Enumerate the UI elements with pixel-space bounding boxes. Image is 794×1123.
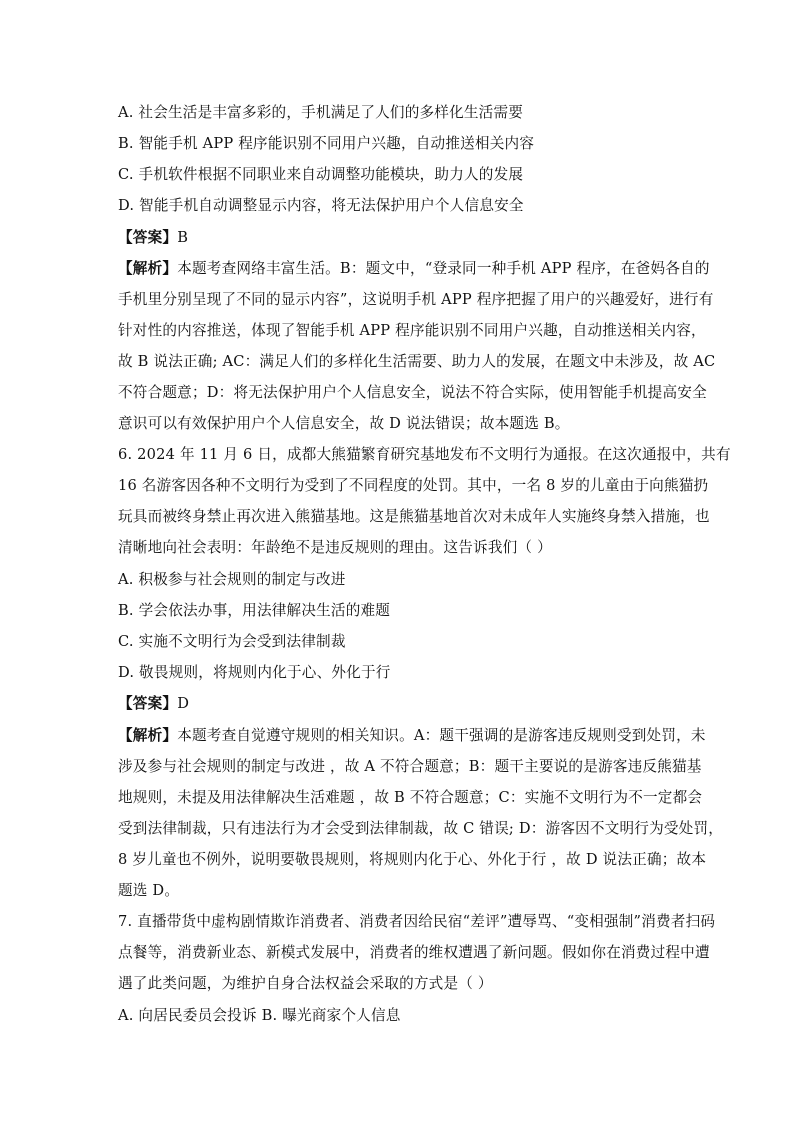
q6-analysis-line-3: 地规则，未提及用法律解决生活难题 ，故 B 不符合题意；C：实施不文明行为不一定都会	[118, 789, 703, 806]
q6-analysis-line-1	[118, 726, 706, 746]
q6-stem-line-1: 6. 2024 年 11 月 6 日，成都大熊猫繁育研究基地发布不文明行为通报。在这次通报中，共有	[118, 446, 731, 463]
q5-analysis-line-4: 故 B 说法正确; AC：满足人们的多样化生活需要、助力人的发展，在题文中未涉及，故 AC	[118, 353, 716, 370]
q5-option-a: A. 社会生活是丰富多彩的，手机满足了人们的多样化生活需要	[118, 104, 524, 121]
q6-stem-line-4: 清晰地向社会表明：年龄绝不是违反规则的理由。这告诉我们（ ）	[118, 539, 552, 556]
q6-answer	[118, 694, 678, 714]
q6-stem-line-2: 16 名游客因各种不文明行为受到了不同程度的处罚。其中，一名 8 岁的儿童由于向熊猫扔	[118, 477, 709, 494]
analysis-label: 【解析】	[118, 260, 178, 277]
q7-stem-line-2: 点餐等，消费新业态、新模式发展中，消费者的维权遭遇了新问题。假如你在消费过程中遭	[118, 944, 710, 961]
q7-option-ab: A. 向居民委员会投诉 B. 曝光商家个人信息	[118, 1007, 401, 1024]
q5-analysis-line-3: 针对性的内容推送，体现了智能手机 APP 程序能识别不同用户兴趣，自动推送相关内容，	[118, 322, 706, 339]
analysis-label: 【解析】	[118, 727, 178, 744]
q5-analysis-line-1	[118, 259, 710, 279]
answer-label: 【答案】	[118, 695, 178, 712]
q6-option-a: A. 积极参与社会规则的制定与改进	[118, 571, 346, 588]
q5-analysis-line-2: 手机里分别呈现了不同的显示内容”，这说明手机 APP 程序把握了用户的兴趣爱好，进行有	[118, 291, 714, 308]
q5-answer	[118, 228, 678, 248]
q6-analysis-line-4: 受到法律制裁，只有违法行为才会受到法律制裁，故 C 错误; D：游客因不文明行为受处罚，	[118, 820, 724, 837]
q5-option-c: C. 手机软件根据不同职业来自动调整功能模块，助力人的发展	[118, 166, 524, 183]
answer-value: D	[177, 695, 190, 712]
q6-stem-line-3: 玩具而被终身禁止再次进入熊猫基地。这是熊猫基地首次对未成年人实施终身禁入措施，也	[118, 508, 710, 525]
analysis-text: 本题考查网络丰富生活。B：题文中，“登录同一种手机 APP 程序，在爸妈各自的	[177, 260, 710, 277]
q7-stem-line-3: 遇了此类问题，为维护自身合法权益会采取的方式是（ ）	[118, 975, 493, 992]
q7-stem-line-1: 7. 直播带货中虚构剧情欺诈消费者、消费者因给民宿“差评”遭辱骂、“变相强制”消费者扫码	[118, 913, 716, 930]
q6-analysis-line-2: 涉及参与社会规则的制定与改进 ，故 A 不符合题意；B：题干主要说的是游客违反熊猫基	[118, 758, 702, 775]
q6-analysis-line-6: 题选 D。	[118, 882, 180, 899]
q5-option-d: D. 智能手机自动调整显示内容，将无法保护用户个人信息安全	[118, 197, 524, 214]
q5-analysis-line-6: 意识可以有效保护用户个人信息安全，故 D 说法错误；故本题选 B。	[118, 415, 570, 432]
q6-analysis-line-5: 8 岁儿童也不例外，说明要敬畏规则，将规则内化于心、外化于行 ，故 D 说法正确；故本	[118, 851, 707, 868]
q6-option-d: D. 敬畏规则，将规则内化于心、外化于行	[118, 664, 391, 681]
analysis-text: 本题考查自觉遵守规则的相关知识。A：题干强调的是游客违反规则受到处罚，未	[177, 727, 706, 744]
q5-option-b: B. 智能手机 APP 程序能识别不同用户兴趣，自动推送相关内容	[118, 135, 535, 152]
answer-label: 【答案】	[118, 229, 178, 246]
q6-option-c: C. 实施不文明行为会受到法律制裁	[118, 633, 346, 650]
q6-option-b: B. 学会依法办事，用法律解决生活的难题	[118, 602, 391, 619]
answer-value: B	[177, 229, 189, 246]
q5-analysis-line-5: 不符合题意；D：将无法保护用户个人信息安全，说法不符合实际，使用智能手机提高安全	[118, 384, 707, 401]
